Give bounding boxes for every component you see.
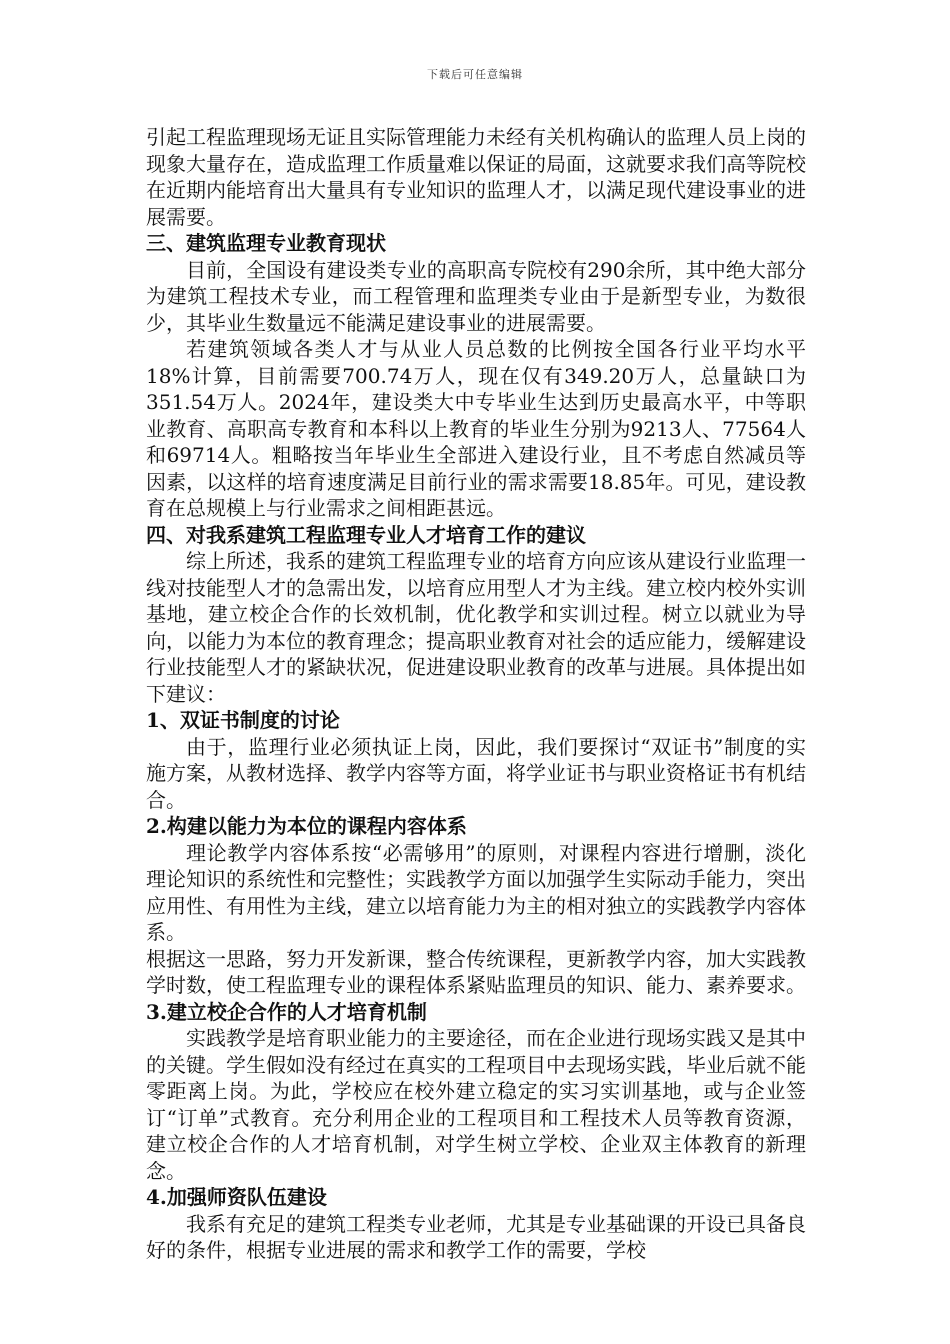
- subsection-heading: 4.加强师资队伍建设: [146, 1185, 327, 1209]
- section-heading: 四、对我系建筑工程监理专业人才培育工作的建议: [146, 522, 586, 547]
- paragraph: 引起工程监理现场无证且实际管理能力未经有关机构确认的监理人员上岗的现象大量存在，造成监理工作质量难以保证的局面，这就要求我们高等院校在近期内能培育出大量具有专业知识的监理人才，以满足现代建设事业的进展需要。: [146, 125, 806, 229]
- paragraph: 我系有充足的建筑工程类专业老师，尤其是专业基础课的开设已具备良好的条件，根据专业进展的需求和教学工作的需要，学校: [146, 1211, 806, 1262]
- paragraph: 目前，全国设有建设类专业的高职高专院校有290余所，其中绝大部分为建筑工程技术专业，而工程管理和监理类专业由于是新型专业，为数很少，其毕业生数量远不能满足建设事业的进展需要。: [146, 257, 806, 335]
- subsection-heading: 2.构建以能力为本位的课程内容体系: [146, 814, 467, 838]
- paragraph: 综上所述，我系的建筑工程监理专业的培育方向应该从建设行业监理一线对技能型人才的急需出发，以培育应用型人才为主线。建立校内校外实训基地，建立校企合作的长效机制，优化教学和实训过程。树立以就业为导向，以能力为本位的教育理念；提高职业教育对社会的适应能力，缓解建设行业技能型人才的紧缺状况，促进建设职业教育的改革与进展。具体提出如下建议：: [146, 549, 806, 706]
- subsection-heading: 3.建立校企合作的人才培育机制: [146, 999, 427, 1024]
- paragraph: 理论教学内容体系按“必需够用”的原则，对课程内容进行增删，淡化理论知识的系统性和完整性；实践教学方面以加强学生实际动手能力，突出应用性、有用性为主线，建立以培育能力为主的相对独立的实践教学内容体系。: [146, 840, 806, 944]
- document-body: [146, 124, 806, 1264]
- paragraph: 根据这一思路，努力开发新课，整合传统课程，更新教学内容，加大实践教学时数，使工程监理专业的课程体系紧贴监理员的知识、能力、素养要求。: [146, 946, 806, 997]
- paragraph: 由于，监理行业必须执证上岗，因此，我们要探讨“双证书”制度的实施方案，从教材选择、教学内容等方面，将学业证书与职业资格证书有机结合。: [146, 734, 806, 812]
- page-header: 下载后可任意编辑: [427, 68, 523, 81]
- subsection-heading: 1、双证书制度的讨论: [146, 708, 340, 732]
- paragraph: 若建筑领域各类人才与从业人员总数的比例按全国各行业平均水平18%计算，目前需要700.74万人，现在仅有349.20万人，总量缺口为351.54万人。2024年，建设类大中专毕业生达到历史最高水平，中等职业教育、高职高专教育和本科以上教育的毕业生分别为9213人、77564人和69714人。粗略按当年毕业生全部进入建设行业，且不考虑自然减员等因素，以这样的培育速度满足目前行业的需求需要18.85年。可见，建设教育在总规模上与行业需求之间相距甚远。: [146, 337, 806, 520]
- section-heading: 三、建筑监理专业教育现状: [146, 231, 386, 255]
- paragraph: 实践教学是培育职业能力的主要途径，而在企业进行现场实践又是其中的关键。学生假如没有经过在真实的工程项目中去现场实践，毕业后就不能零距离上岗。为此，学校应在校外建立稳定的实习实训基地，或与企业签订“订单”式教育。充分利用企业的工程项目和工程技术人员等教育资源，建立校企合作的人才培育机制，对学生树立学校、企业双主体教育的新理念。: [146, 1026, 806, 1183]
